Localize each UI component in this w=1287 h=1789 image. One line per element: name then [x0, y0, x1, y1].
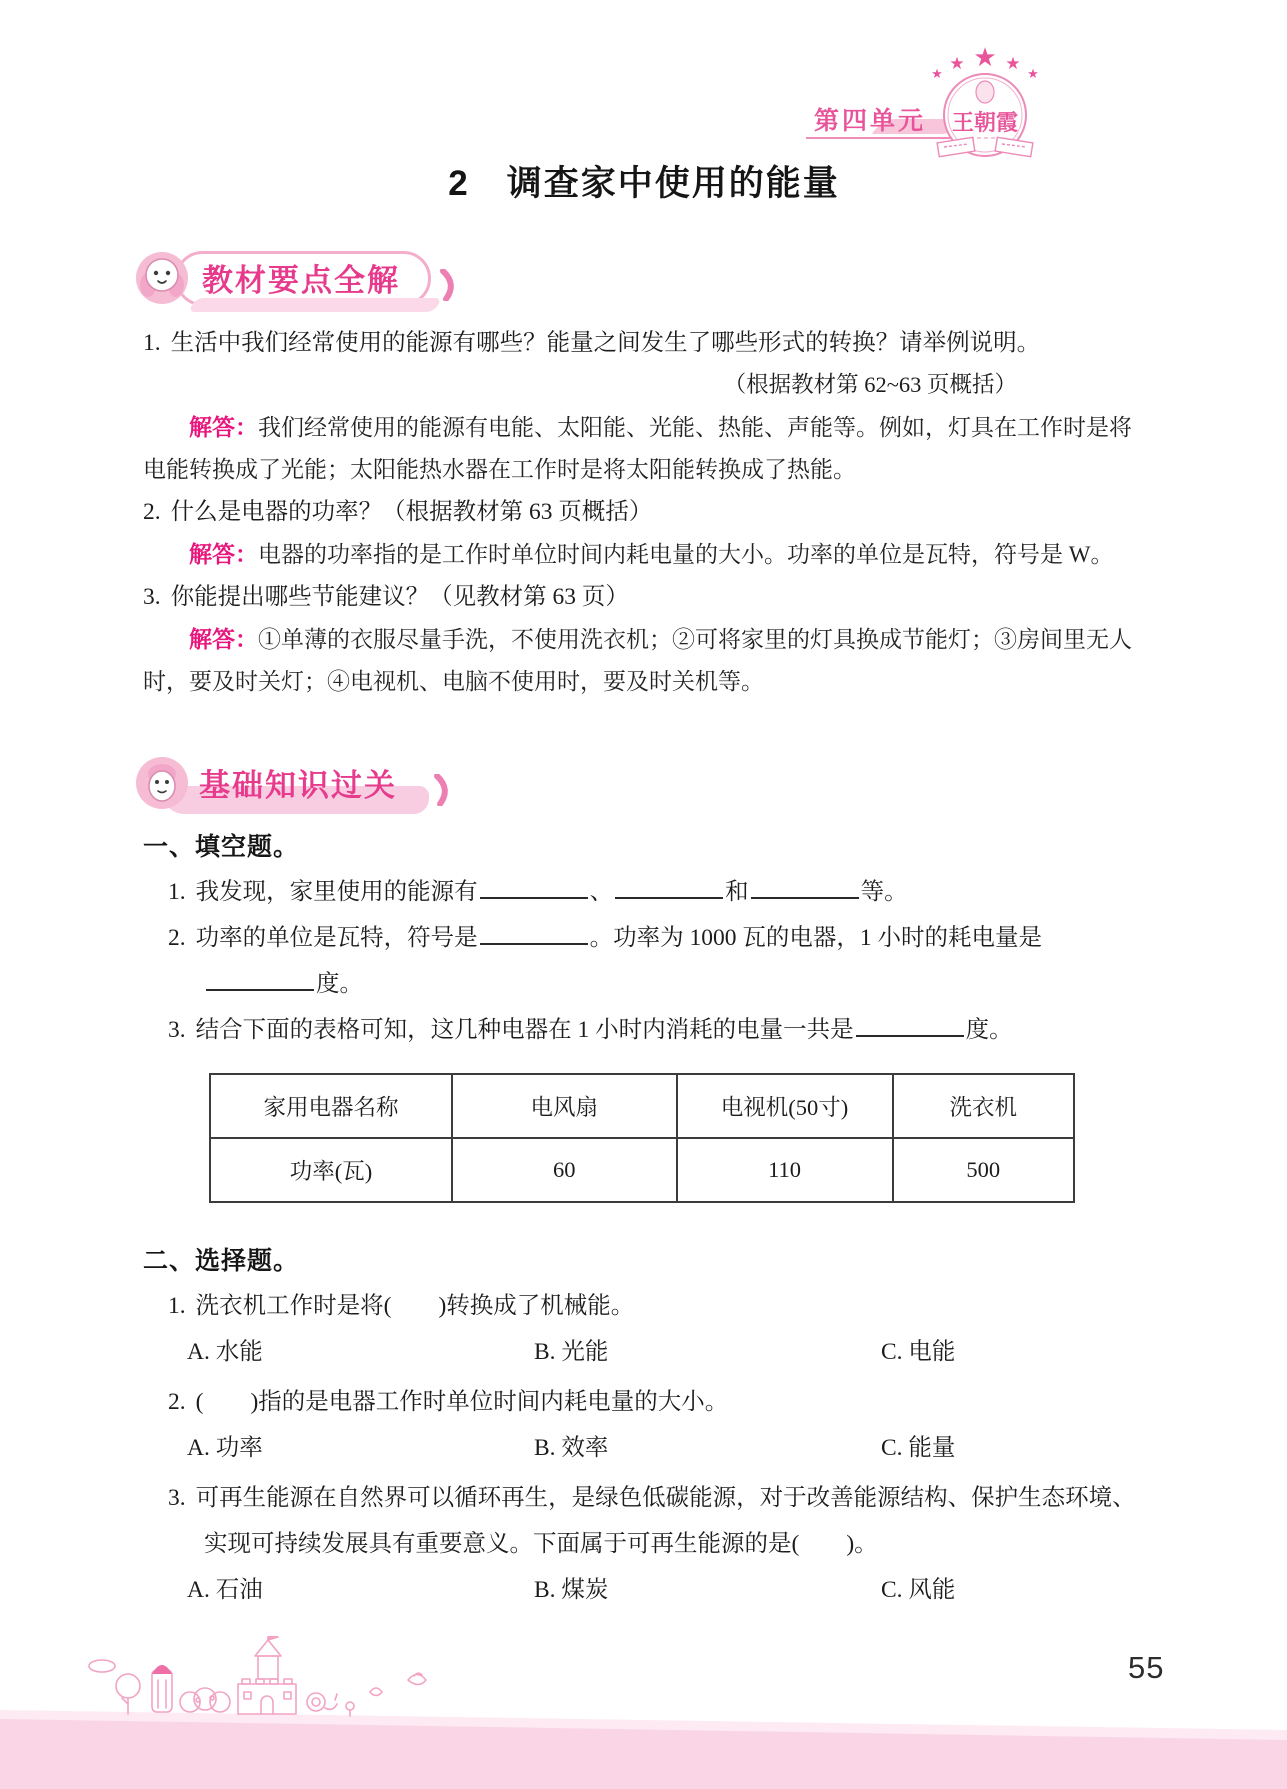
- blank-underline: [480, 921, 588, 945]
- appliance-power-table: [209, 1073, 1075, 1203]
- badge-tail-icon: [433, 774, 451, 806]
- choice-question: 3. 可再生能源在自然界可以循环再生，是绿色低碳能源，对于改善能源结构、保护生态环境、实现可持续发展具有重要意义。下面属于可再生能源的是( )。: [168, 1485, 1136, 1557]
- leaf-icon: [370, 1688, 382, 1696]
- choice-question: 1. 洗衣机工作时是将( )转换成了机械能。: [168, 1293, 635, 1319]
- blank-underline: [751, 875, 859, 899]
- question-number: 2.: [168, 1389, 186, 1415]
- mascot-icon: [133, 249, 191, 307]
- answer-text: 解答：我们经常使用的能源有电能、太阳能、光能、热能、声能等。例如，灯具在工作时是将电能转换成了光能；太阳能热水器在工作时是将太阳能转换成了热能。: [143, 414, 1132, 482]
- question-text: 3. 你能提出哪些节能建议？（见教材第 63 页）: [143, 584, 629, 610]
- pencil-icon: [152, 1665, 172, 1712]
- brand-seal: [924, 42, 1046, 164]
- castle-icon: [238, 1636, 296, 1714]
- answer-text: 解答：电器的功率指的是工作时单位时间内耗电量的大小。功率的单位是瓦特，符号是 W。: [189, 541, 1114, 567]
- svg-text:★: ★: [1005, 54, 1021, 73]
- page-title: 2 调查家中使用的能量: [448, 164, 840, 203]
- bird-icon: [408, 1673, 426, 1684]
- choice-option: C. 电能: [881, 1339, 956, 1365]
- unit-label: 第四单元: [814, 107, 927, 135]
- svg-text:★: ★: [973, 42, 997, 72]
- table-header-row: [210, 1074, 1074, 1138]
- fill-in-heading: 一、填空题。: [143, 833, 300, 861]
- fill-question: 1. 我发现，家里使用的能源有 、 和 等。: [168, 869, 1145, 915]
- bushes-icon: [180, 1688, 230, 1712]
- fill-question: 3. 结合下面的表格可知，这几种电器在 1 小时内消耗的电量一共是 度。: [168, 1007, 1145, 1053]
- choice-questions: [143, 1283, 1145, 1613]
- question-number: 1.: [168, 879, 186, 905]
- choice-option: C. 风能: [881, 1577, 956, 1603]
- table-row: [210, 1138, 1074, 1202]
- choice-option: B. 煤炭: [534, 1577, 609, 1603]
- section-header-label: 基础知识过关: [199, 767, 397, 803]
- choice-option: A. 水能: [187, 1339, 263, 1365]
- section-header-label: 教材要点全解: [202, 262, 400, 298]
- textbook-key-points-body: [143, 322, 1145, 703]
- table-header-cell: 家用电器名称: [210, 1074, 452, 1138]
- section-header-textbook-key-points: [133, 248, 1145, 308]
- blank-underline: [615, 875, 723, 899]
- seal-brand-text: 王朝霞: [951, 110, 1019, 135]
- blank-underline: [856, 1013, 964, 1037]
- answer-label: 解答：: [189, 414, 258, 440]
- cloud-icon: [89, 1660, 115, 1672]
- svg-text:★: ★: [949, 54, 965, 73]
- question-text: 1. 生活中我们经常使用的能源有哪些？能量之间发生了哪些形式的转换？请举例说明。: [143, 330, 1041, 356]
- choice-option: C. 能量: [881, 1435, 956, 1461]
- footer-doodles: [78, 1636, 508, 1726]
- page-number: 55: [1128, 1650, 1165, 1685]
- question-number: 1.: [168, 1293, 186, 1319]
- choice-option: A. 石油: [187, 1577, 263, 1603]
- blank-underline: [206, 967, 314, 991]
- choice-options: [187, 1567, 1145, 1613]
- question-number: 3.: [168, 1017, 186, 1043]
- choice-options: [187, 1329, 1145, 1375]
- choice-option: B. 效率: [534, 1435, 609, 1461]
- table-cell: 功率(瓦): [210, 1138, 452, 1202]
- question-number: 3.: [168, 1485, 186, 1511]
- choice-question: 2. ( )指的是电器工作时单位时间内耗电量的大小。: [168, 1389, 729, 1415]
- fill-question: 2. 功率的单位是瓦特，符号是 。功率为 1000 瓦的电器，1 小时的耗电量是度。: [168, 915, 1145, 1007]
- choice-options: [187, 1425, 1145, 1471]
- source-note: （根据教材第 62~63 页概括）: [723, 372, 1017, 397]
- table-cell: 60: [452, 1138, 677, 1202]
- svg-text:★: ★: [931, 66, 943, 81]
- table-header-cell: 洗衣机: [893, 1074, 1074, 1138]
- table-cell: 110: [677, 1138, 893, 1202]
- blank-underline: [480, 875, 588, 899]
- flower-icon: [346, 1702, 354, 1716]
- question-number: 2.: [168, 925, 186, 951]
- question-text: 2. 什么是电器的功率？（根据教材第 63 页概括）: [143, 499, 653, 525]
- badge-tail-icon: [439, 269, 457, 301]
- page-body: [143, 156, 1145, 1613]
- question-number: 2.: [143, 499, 161, 525]
- answer-label: 解答：: [189, 541, 258, 567]
- answer-label: 解答：: [189, 626, 258, 652]
- mascot-icon: [133, 754, 191, 812]
- table-header-cell: 电风扇: [452, 1074, 677, 1138]
- choice-option: B. 光能: [534, 1339, 609, 1365]
- question-number: 1.: [143, 330, 161, 356]
- seal-portrait-icon: [976, 81, 994, 103]
- answer-text: 解答：①单薄的衣服尽量手洗，不使用洗衣机；②可将家里的灯具换成节能灯；③房间里无人时，要及时关灯；④电视机、电脑不使用时，要及时关机等。: [143, 626, 1132, 694]
- choice-option: A. 功率: [187, 1435, 263, 1461]
- snail-icon: [307, 1693, 337, 1711]
- table-header-cell: 电视机(50寸): [677, 1074, 893, 1138]
- choice-heading: 二、选择题。: [143, 1247, 300, 1275]
- svg-text:★: ★: [1027, 66, 1039, 81]
- question-number: 3.: [143, 584, 161, 610]
- section-header-basic-knowledge: [133, 753, 1145, 813]
- fill-in-questions: [143, 869, 1145, 1053]
- table-cell: 500: [893, 1138, 1074, 1202]
- tree-icon: [116, 1674, 140, 1714]
